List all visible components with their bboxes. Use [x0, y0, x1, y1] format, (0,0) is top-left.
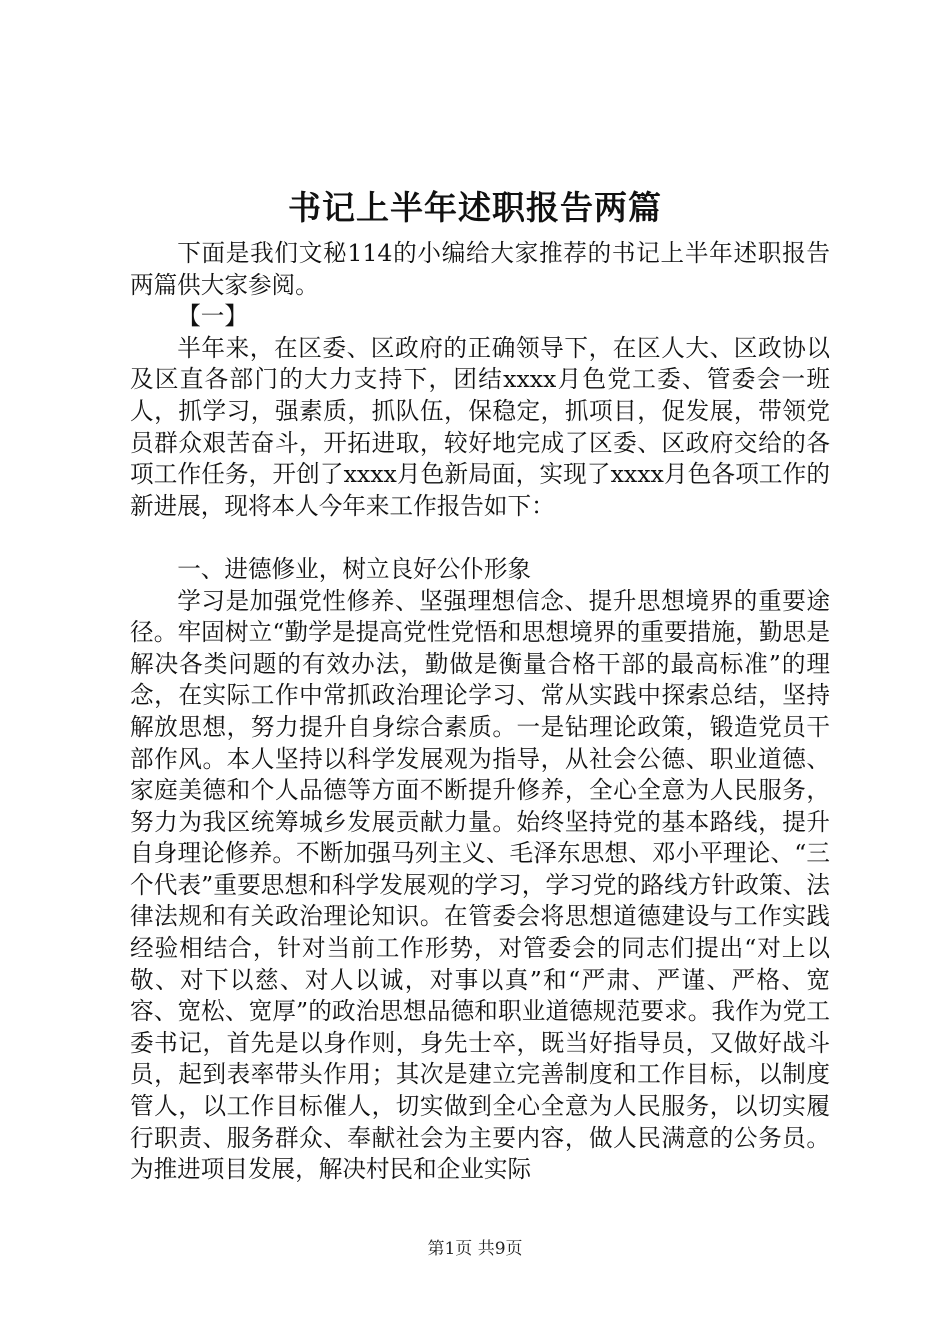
document-title: 书记上半年述职报告两篇 [288, 188, 662, 227]
page-footer: 第1页 共9页 [427, 1239, 523, 1259]
document-body [130, 238, 830, 1186]
paragraph-1: 半年来，在区委、区政府的正确领导下，在区人大、区政协以及区直各部门的大力支持下，团结xxxx月色党工委、管委会一班人，抓学习，强素质，抓队伍，保稳定，抓项目，促发展，带领党员群众艰苦奋斗，开拓进取，较好地完成了区委、区政府交给的各项工作任务，开创了xxxx月色新局面，实现了xxxx月色各项工作的新进展，现将本人今年来工作报告如下： [130, 333, 830, 520]
section-heading: 一、进德修业，树立良好公仆形象 [177, 554, 532, 583]
intro-paragraph: 下面是我们文秘114的小编给大家推荐的书记上半年述职报告两篇供大家参阅。 [130, 239, 830, 299]
part-label: 【一】 [177, 302, 248, 331]
paragraph-2: 学习是加强党性修养、坚强理想信念、提升思想境界的重要途径。牢固树立“勤学是提高党性党悟和思想境界的重要措施，勤思是解决各类问题的有效办法，勤做是衡量合格干部的最高标准”的理念，在实际工作中常抓政治理论学习、常从实践中探索总结，坚持解放思想，努力提升自身综合素质。一是钻理论政策，锻造党员干部作风。本人坚持以科学发展观为指导，从社会公德、职业道德、家庭美德和个人品德等方面不断提升修养，全心全意为人民服务，努力为我区统筹城乡发展贡献力量。始终坚持党的基本路线，提升自身理论修养。不断加强马列主义、毛泽东思想、邓小平理论、“三个代表”重要思想和科学发展观的学习，学习党的路线方针政策、法律法规和有关政治理论知识。在管委会将思想道德建设与工作实践经验相结合，针对当前工作形势，对管委会的同志们提出“对上以敬、对下以慈、对人以诚，对事以真”和“严肃、严谨、严格、宽容、宽松、宽厚”的政治思想品德和职业道德规范要求。我作为党工委书记，首先是以身作则，身先士卒，既当好指导员，又做好战斗员，起到表率带头作用；其次是建立完善制度和工作目标，以制度管人，以工作目标催人，切实做到全心全意为人民服务，以切实履行职责、服务群众、奉献社会为主要内容，做人民满意的公务员。为推进项目发展，解决村民和企业实际 [130, 586, 830, 1184]
